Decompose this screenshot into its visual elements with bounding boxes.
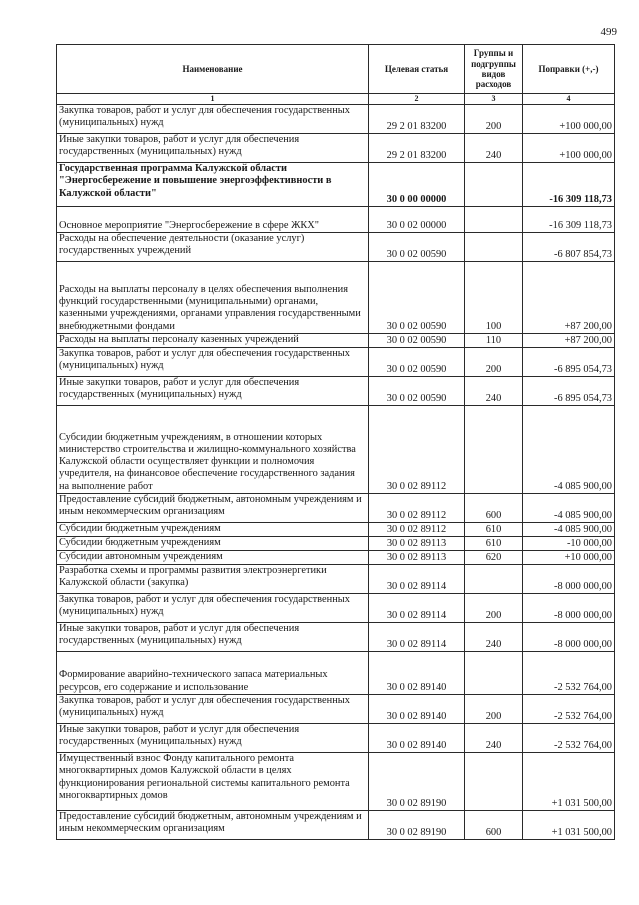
table-row <box>57 377 615 406</box>
row-name: Иные закупки товаров, работ и услуг для обеспечения государственных (муниципальных) нужд <box>57 377 369 406</box>
row-group: 610 <box>465 523 523 537</box>
row-group: 610 <box>465 537 523 551</box>
row-target-code: 30 0 02 89112 <box>369 406 465 494</box>
table-row <box>57 811 615 840</box>
row-target-code: 30 0 02 00590 <box>369 348 465 377</box>
row-amount: -6 895 054,73 <box>523 377 615 406</box>
row-group: 240 <box>465 377 523 406</box>
row-group: 100 <box>465 262 523 334</box>
column-number: 2 <box>369 94 465 105</box>
row-target-code: 30 0 02 00590 <box>369 233 465 262</box>
table-row <box>57 594 615 623</box>
row-amount: -16 309 118,73 <box>523 163 615 207</box>
row-name: Субсидии бюджетным учреждениям <box>57 523 369 537</box>
table-row <box>57 262 615 334</box>
row-group: 200 <box>465 105 523 134</box>
row-target-code: 30 0 02 89140 <box>369 695 465 724</box>
row-name: Иные закупки товаров, работ и услуг для обеспечения государственных (муниципальных) нужд <box>57 724 369 753</box>
row-amount: +1 031 500,00 <box>523 811 615 840</box>
row-amount: -16 309 118,73 <box>523 207 615 233</box>
row-amount: -8 000 000,00 <box>523 565 615 594</box>
row-group <box>465 163 523 207</box>
row-target-code: 30 0 02 00590 <box>369 262 465 334</box>
row-name: Субсидии автономным учреждениям <box>57 551 369 565</box>
table-row <box>57 724 615 753</box>
row-name: Субсидии бюджетным учреждениям <box>57 537 369 551</box>
row-amount: +87 200,00 <box>523 262 615 334</box>
row-group <box>465 652 523 695</box>
row-group <box>465 207 523 233</box>
table-row <box>57 551 615 565</box>
table-row <box>57 406 615 494</box>
table-row <box>57 537 615 551</box>
row-target-code: 30 0 02 89190 <box>369 753 465 811</box>
row-target-code: 30 0 00 00000 <box>369 163 465 207</box>
row-amount: -4 085 900,00 <box>523 523 615 537</box>
row-amount: -6 807 854,73 <box>523 233 615 262</box>
row-name: Расходы на выплаты персоналу в целях обеспечения выполнения функций государственными (муниципальными) органами, казенными учреждениями, органами управления государственными внебюджетными фондами <box>57 262 369 334</box>
row-target-code: 30 0 02 89112 <box>369 523 465 537</box>
table-row <box>57 494 615 523</box>
row-amount: -8 000 000,00 <box>523 594 615 623</box>
row-target-code: 30 0 02 89190 <box>369 811 465 840</box>
table-row <box>57 623 615 652</box>
row-name: Основное мероприятие "Энергосбережение в сфере ЖКХ" <box>57 207 369 233</box>
table-row <box>57 753 615 811</box>
row-group: 200 <box>465 695 523 724</box>
row-name: Закупка товаров, работ и услуг для обеспечения государственных (муниципальных) нужд <box>57 105 369 134</box>
row-name: Закупка товаров, работ и услуг для обеспечения государственных (муниципальных) нужд <box>57 348 369 377</box>
row-group: 600 <box>465 494 523 523</box>
row-target-code: 29 2 01 83200 <box>369 105 465 134</box>
row-name: Расходы на выплаты персоналу казенных учреждений <box>57 334 369 348</box>
table-row <box>57 565 615 594</box>
table-row <box>57 523 615 537</box>
column-number: 4 <box>523 94 615 105</box>
row-name: Предоставление субсидий бюджетным, автономным учреждениям и иным некоммерческим организациям <box>57 494 369 523</box>
row-name: Иные закупки товаров, работ и услуг для обеспечения государственных (муниципальных) нужд <box>57 623 369 652</box>
table-row <box>57 233 615 262</box>
row-target-code: 30 0 02 89140 <box>369 724 465 753</box>
row-group: 110 <box>465 334 523 348</box>
row-target-code: 30 0 02 89113 <box>369 551 465 565</box>
column-number: 3 <box>465 94 523 105</box>
row-group: 200 <box>465 594 523 623</box>
row-group <box>465 406 523 494</box>
header-group: Группы и подгруппы видов расходов <box>465 45 523 94</box>
row-group <box>465 233 523 262</box>
row-group: 200 <box>465 348 523 377</box>
row-amount: +100 000,00 <box>523 134 615 163</box>
row-amount: -10 000,00 <box>523 537 615 551</box>
header-name: Наименование <box>57 45 369 94</box>
row-name: Государственная программа Калужской области "Энергосбережение и повышение энергоэффективности в Калужской области" <box>57 163 369 207</box>
row-name: Предоставление субсидий бюджетным, автономным учреждениям и иным некоммерческим организациям <box>57 811 369 840</box>
row-amount: -4 085 900,00 <box>523 494 615 523</box>
table-row <box>57 348 615 377</box>
row-target-code: 30 0 02 89140 <box>369 652 465 695</box>
row-target-code: 30 0 02 89114 <box>369 594 465 623</box>
row-amount: +87 200,00 <box>523 334 615 348</box>
row-amount: -2 532 764,00 <box>523 724 615 753</box>
budget-amendments-table <box>56 44 615 840</box>
row-name: Иные закупки товаров, работ и услуг для обеспечения государственных (муниципальных) нужд <box>57 134 369 163</box>
row-name: Субсидии бюджетным учреждениям, в отношении которых министерство строительства и жилищно-коммунального хозяйства Калужской области осуществляет функции и полномочия учредителя, на финансовое обеспечение государственного задания на выполнение работ <box>57 406 369 494</box>
row-amount: +1 031 500,00 <box>523 753 615 811</box>
row-amount: -8 000 000,00 <box>523 623 615 652</box>
page-number: 499 <box>600 26 617 38</box>
row-amount: -2 532 764,00 <box>523 652 615 695</box>
row-name: Разработка схемы и программы развития электроэнергетики Калужской области (закупка) <box>57 565 369 594</box>
row-target-code: 30 0 02 00000 <box>369 207 465 233</box>
row-group: 240 <box>465 134 523 163</box>
row-amount: +100 000,00 <box>523 105 615 134</box>
row-name: Закупка товаров, работ и услуг для обеспечения государственных (муниципальных) нужд <box>57 695 369 724</box>
row-group: 240 <box>465 724 523 753</box>
row-group: 600 <box>465 811 523 840</box>
row-amount: -4 085 900,00 <box>523 406 615 494</box>
table-row <box>57 207 615 233</box>
row-target-code: 30 0 02 89113 <box>369 537 465 551</box>
row-target-code: 30 0 02 89112 <box>369 494 465 523</box>
row-name: Имущественный взнос Фонду капитального ремонта многоквартирных домов Калужской области в целях функционирования региональной системы капитального ремонта многоквартирных домов <box>57 753 369 811</box>
row-name: Расходы на обеспечение деятельности (оказание услуг) государственных учреждений <box>57 233 369 262</box>
row-group: 620 <box>465 551 523 565</box>
column-number: 1 <box>57 94 369 105</box>
row-amount: -2 532 764,00 <box>523 695 615 724</box>
table-row <box>57 695 615 724</box>
row-group <box>465 565 523 594</box>
header-target: Целевая статья <box>369 45 465 94</box>
row-target-code: 30 0 02 00590 <box>369 377 465 406</box>
row-target-code: 30 0 02 89114 <box>369 565 465 594</box>
row-target-code: 30 0 02 00590 <box>369 334 465 348</box>
table-row <box>57 134 615 163</box>
row-target-code: 30 0 02 89114 <box>369 623 465 652</box>
row-amount: +10 000,00 <box>523 551 615 565</box>
row-group: 240 <box>465 623 523 652</box>
row-group <box>465 753 523 811</box>
header-amendments: Поправки (+,-) <box>523 45 615 94</box>
table-row <box>57 105 615 134</box>
row-name: Формирование аварийно-технического запаса материальных ресурсов, его содержание и использование <box>57 652 369 695</box>
row-target-code: 29 2 01 83200 <box>369 134 465 163</box>
row-amount: -6 895 054,73 <box>523 348 615 377</box>
table-row <box>57 652 615 695</box>
table-row <box>57 163 615 207</box>
table-row <box>57 334 615 348</box>
row-name: Закупка товаров, работ и услуг для обеспечения государственных (муниципальных) нужд <box>57 594 369 623</box>
